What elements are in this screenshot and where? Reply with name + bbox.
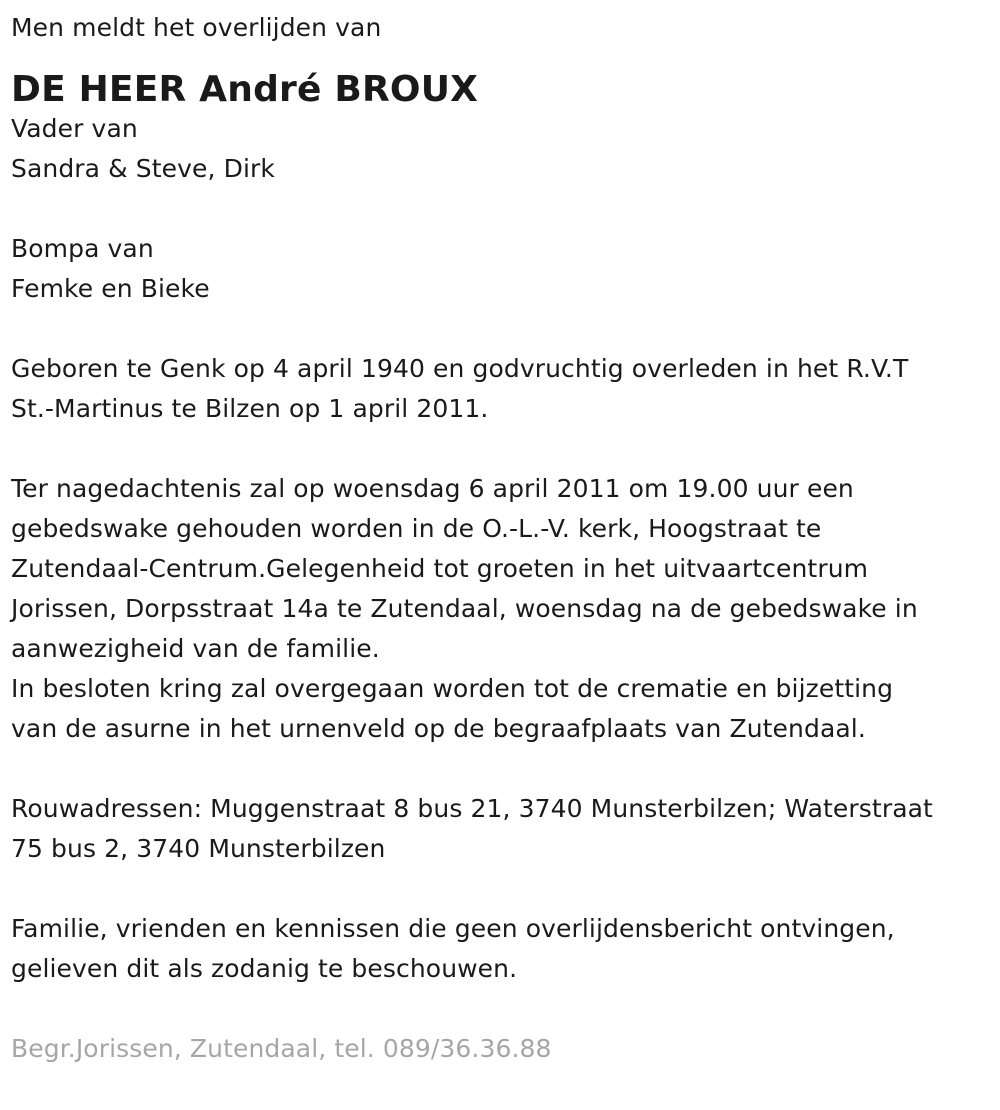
paragraph-line: Familie, vrienden en kennissen die geen overlijdensbericht ontvingen, bbox=[11, 914, 895, 943]
spacer bbox=[11, 309, 990, 349]
funeral-home-footer: Begr.Jorissen, Zutendaal, tel. 089/36.36.88 bbox=[11, 1034, 552, 1063]
paragraph-line: Rouwadressen: Muggenstraat 8 bus 21, 3740 Munsterbilzen; Waterstraat bbox=[11, 794, 933, 823]
paragraph-line: Ter nagedachtenis zal op woensdag 6 april 2011 om 19.00 uur een bbox=[11, 474, 854, 503]
spacer bbox=[11, 989, 990, 1029]
paragraph-line: Zutendaal-Centrum.Gelegenheid tot groeten in het uitvaartcentrum bbox=[11, 554, 869, 583]
grandfather-of-label: Bompa van bbox=[11, 234, 154, 263]
spacer bbox=[11, 429, 990, 469]
addresses-paragraph bbox=[11, 789, 990, 869]
children-names: Sandra & Steve, Dirk bbox=[11, 154, 275, 183]
deceased-name: DE HEER André BROUX bbox=[11, 69, 479, 110]
paragraph-line: gebedswake gehouden worden in de O.-L.-V. kerk, Hoogstraat te bbox=[11, 514, 822, 543]
paragraph-line: gelieven dit als zodanig te beschouwen. bbox=[11, 954, 518, 983]
spacer bbox=[11, 189, 990, 229]
closing-paragraph bbox=[11, 909, 990, 989]
intro-text: Men meldt het overlijden van bbox=[11, 13, 382, 42]
paragraph-line: In besloten kring zal overgegaan worden tot de crematie en bijzetting bbox=[11, 674, 894, 703]
grandchildren-names: Femke en Bieke bbox=[11, 274, 210, 303]
birth-death-paragraph bbox=[11, 349, 990, 429]
paragraph-line: aanwezigheid van de familie. bbox=[11, 634, 380, 663]
paragraph-line: van de asurne in het urnenveld op de begraafplaats van Zutendaal. bbox=[11, 714, 866, 743]
ceremony-paragraph bbox=[11, 469, 990, 749]
father-of-label: Vader van bbox=[11, 114, 138, 143]
spacer bbox=[11, 749, 990, 789]
spacer bbox=[11, 869, 990, 909]
paragraph-line: 75 bus 2, 3740 Munsterbilzen bbox=[11, 834, 386, 863]
paragraph-line: Geboren te Genk op 4 april 1940 en godvruchtig overleden in het R.V.T bbox=[11, 354, 909, 383]
paragraph-line: St.-Martinus te Bilzen op 1 april 2011. bbox=[11, 394, 489, 423]
paragraph-line: Jorissen, Dorpsstraat 14a te Zutendaal, woensdag na de gebedswake in bbox=[11, 594, 918, 623]
